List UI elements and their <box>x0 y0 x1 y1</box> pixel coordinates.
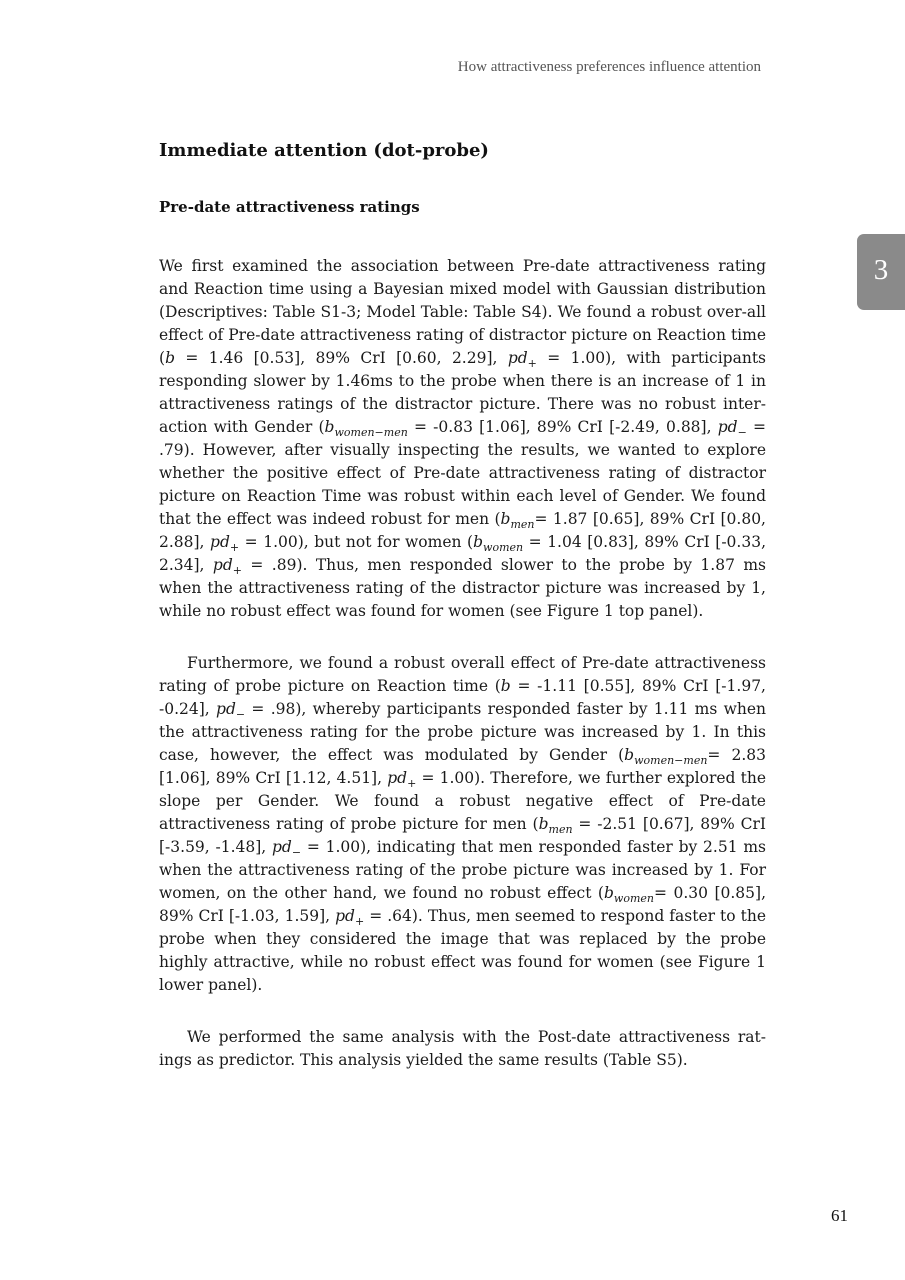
paragraph-2 <box>159 652 766 997</box>
math-symbol: b <box>624 746 635 764</box>
math-symbol: b <box>603 884 614 902</box>
text-run: = -0.83 [1.06], 89% CrI [-2.49, 0.88], <box>407 418 718 436</box>
math-symbol: b <box>500 510 511 528</box>
math-symbol: pd <box>507 349 528 367</box>
math-symbol: b <box>473 533 484 551</box>
paragraph-1 <box>159 255 766 623</box>
math-subscript: − <box>291 846 302 860</box>
text-run: = 1.87 [0.65], 89% CrI [0.80, 2.88], <box>159 510 766 551</box>
math-symbol: pd <box>210 533 230 551</box>
math-subscript: + <box>232 564 242 578</box>
subsection-title: Pre-date attractiveness ratings <box>159 198 420 216</box>
text-run: = .64). Thus, men seemed to respond faster to the probe when they considered the image that was replaced by the probe highly attractive, while no robust effect was found for women (see Figure 1 lower panel). <box>159 907 766 994</box>
section-title: Immediate attention (dot-probe) <box>159 140 489 161</box>
math-subscript: + <box>229 541 240 555</box>
math-subscript: + <box>527 357 537 371</box>
math-symbol: b <box>165 349 175 367</box>
text-run: = 1.04 [0.83], 89% CrI [-0.33, 2.34], <box>159 533 766 574</box>
math-symbol: b <box>324 418 335 436</box>
text-run: = 2.83 [1.06], 89% CrI [1.12, 4.51], <box>159 746 766 787</box>
math-subscript: + <box>354 915 365 929</box>
math-subscript: − <box>235 708 246 722</box>
text-run: = -1.11 [0.55], 89% CrI [-1.97, -0.24], <box>159 677 766 718</box>
text-run: = 1.00), with participants responding slower by 1.46ms to the probe when there is an increase of 1 in attractiveness ratings of the distractor picture. There was no robust inter-action with Gender ( <box>159 349 767 436</box>
math-subscript: men <box>548 823 573 837</box>
math-symbol: pd <box>717 418 738 436</box>
text-run: We first examined the association between Pre-date attractiveness rating and Reaction time using a Bayesian mixed model with Gaussian distribution (Descriptives: Table S1-3; Model Table: Table S4). We found a robust over-all effect of Pre-date attractiveness rating of distractor picture on Reaction time ( <box>159 257 766 367</box>
page-number: 61 <box>831 1206 848 1225</box>
text-run: = .98), whereby participants responded faster by 1.11 ms when the attractiveness rating for the probe picture was increased by 1. In this case, however, the effect was modulated by Gender ( <box>159 700 766 764</box>
chapter-tab: 3 <box>857 234 905 310</box>
running-header: How attractiveness preferences influence attention <box>457 59 761 75</box>
text-run: Furthermore, we found a robust overall effect of Pre-date attractiveness rating of probe picture on Reaction time ( <box>159 654 766 695</box>
math-symbol: b <box>500 677 511 695</box>
math-symbol: pd <box>212 556 233 574</box>
math-symbol: pd <box>216 700 236 718</box>
text-run: = 1.46 [0.53], 89% CrI [0.60, 2.29], <box>175 349 508 367</box>
paragraph-3: We performed the same analysis with the Post-date attractiveness rat-ings as predictor. This analysis yielded the same results (Table S5). <box>159 1028 766 1069</box>
math-subscript: − <box>737 426 747 440</box>
math-symbol: b <box>538 815 549 833</box>
math-subscript: women−men <box>634 754 708 768</box>
math-symbol: pd <box>335 907 355 925</box>
math-symbol: pd <box>272 838 292 856</box>
text-run: = -2.51 [0.67], 89% CrI [-3.59, -1.48], <box>159 815 767 856</box>
text-run: = 0.30 [0.85], 89% CrI [-1.03, 1.59], <box>159 884 767 925</box>
text-run: = .79). However, after visually inspecting the results, we wanted to explore whether the positive effect of Pre-date attractiveness rating of distractor picture on Reaction Time was robust within each level of Gender. We found that the effect was indeed robust for men ( <box>159 418 766 528</box>
math-subscript: women <box>613 892 654 906</box>
text-run: = 1.00). Therefore, we further explored the slope per Gender. We found a robust negative effect of Pre-date attractiveness rating of probe picture for men ( <box>159 769 767 833</box>
math-subscript: + <box>407 777 417 791</box>
text-run: = .89). Thus, men responded slower to the probe by 1.87 ms when the attractiveness rating of the distractor picture was increased by 1, while no robust effect was found for women (see Figure 1 top panel). <box>159 556 766 620</box>
math-subscript: women−men <box>334 426 408 440</box>
math-subscript: men <box>510 518 535 532</box>
math-symbol: pd <box>387 769 408 787</box>
text-run: = 1.00), indicating that men responded faster by 2.51 ms when the attractiveness rating of the probe picture was increased by 1. For women, on the other hand, we found no robust effect ( <box>159 838 766 902</box>
text-run: = 1.00), but not for women ( <box>239 533 474 551</box>
math-subscript: women <box>483 541 524 555</box>
